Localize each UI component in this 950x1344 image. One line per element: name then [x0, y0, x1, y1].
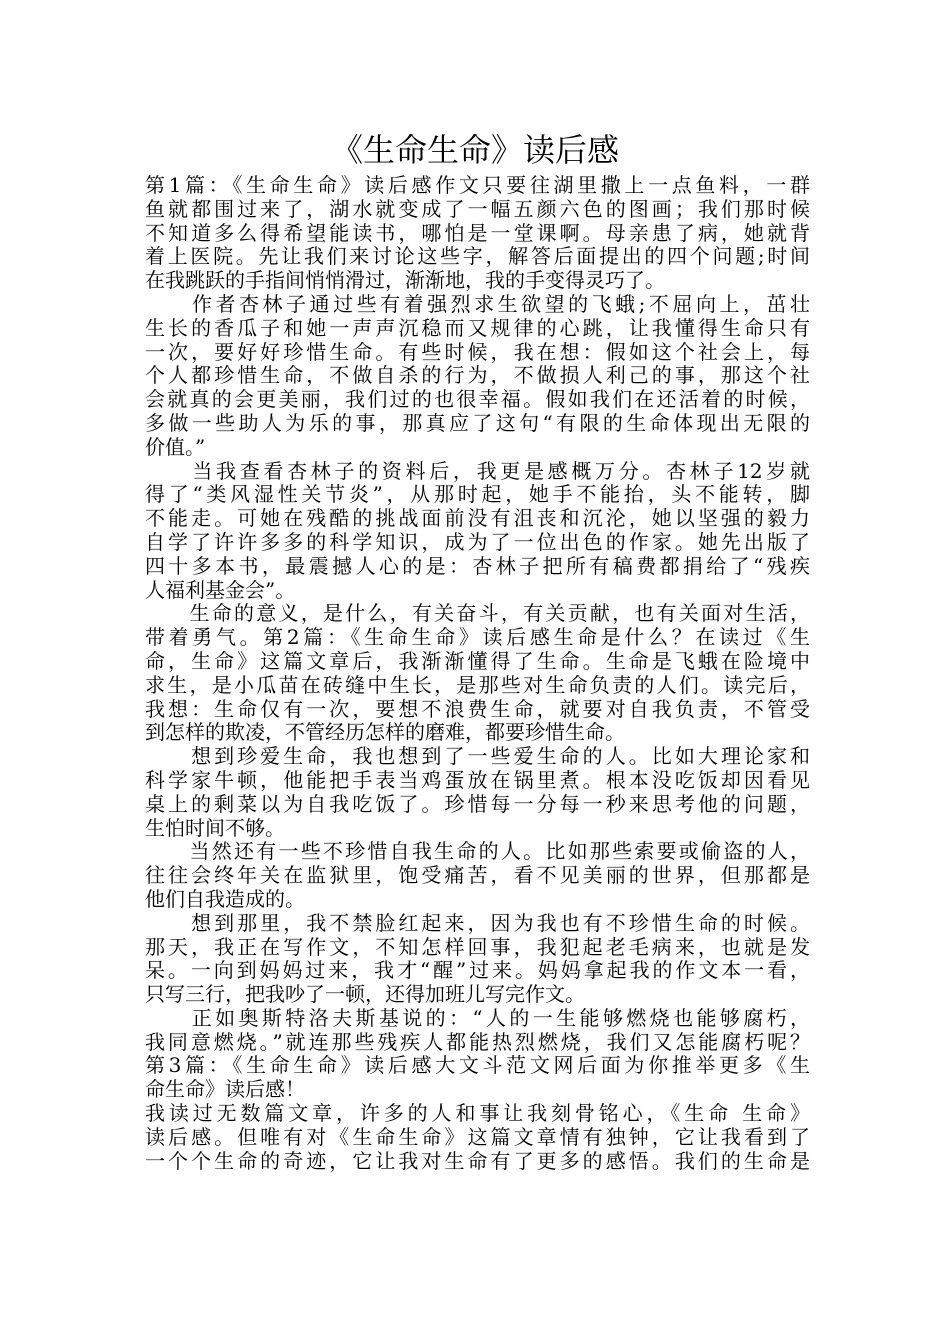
text-line: 作者杏林子通过些有着强烈求生欲望的飞蛾;不屈向上，茁壮 [145, 291, 810, 316]
text-line: 那天，我正在写作文，不知怎样回事，我犯起老毛病来，也就是发 [145, 934, 810, 959]
document-body [145, 174, 810, 1173]
text-line: 一次，要好好珍惜生命。有些时候，我在想：假如这个社会上，每 [145, 339, 810, 364]
text-line: 第3篇：《生命生命》读后感大文斗范文网后面为你推举更多《生 [145, 1053, 810, 1078]
text-line: 自学了许许多多的科学知识，成为了一位出色的作家。她先出版了 [145, 529, 810, 554]
text-line: 生怕时间不够。 [145, 815, 285, 840]
text-line: 当我查看杏林子的资料后，我更是感概万分。杏林子12岁就 [145, 458, 810, 483]
text-line: 命生命》读后感！ [145, 1077, 305, 1102]
text-line: 往往会终年关在监狱里，饱受痛苦，看不见美丽的世界，但那都是 [145, 863, 810, 888]
text-line: 当然还有一些不珍惜自我生命的人。比如那些索要或偷盗的人， [145, 839, 810, 864]
text-line: 在我跳跃的手指间悄悄滑过，渐渐地，我的手变得灵巧了。 [145, 268, 665, 293]
text-line: 到怎样的欺凌，不管经历怎样的磨难，都要珍惜生命。 [145, 720, 625, 745]
text-line: 生命的意义，是什么，有关奋斗，有关贡献，也有关面对生活， [145, 601, 810, 626]
text-line: 个人都珍惜生命，不做自杀的行为，不做损人利己的事，那这个社 [145, 363, 810, 388]
text-line: 生长的香瓜子和她一声声沉稳而又规律的心跳，让我懂得生命只有 [145, 315, 810, 340]
text-line: 我读过无数篇文章，许多的人和事让我刻骨铭心，《生命 生命》 [145, 1101, 810, 1126]
text-line: 想到那里，我不禁脸红起来，因为我也有不珍惜生命的时候。 [145, 910, 810, 935]
text-line: 第1篇：《生命生命》读后感作文只要往湖里撒上一点鱼料，一群 [145, 173, 810, 197]
text-line: 命，生命》这篇文章后，我渐渐懂得了生命。生命是飞蛾在险境中 [145, 648, 810, 673]
document-title: 《生命生命》读后感 [330, 131, 619, 169]
text-line: 人福利基金会”。 [145, 577, 296, 602]
text-line: 价值。” [145, 434, 206, 459]
text-line: 我想：生命仅有一次，要想不浪费生命，就要对自我负责，不管受 [145, 696, 810, 721]
text-line: 求生，是小瓜苗在砖缝中生长，是那些对生命负责的人们。读完后， [145, 672, 810, 697]
text-line: 想到珍爱生命，我也想到了一些爱生命的人。比如大理论家和 [145, 744, 810, 769]
text-line: 一个个生命的奇迹，它让我对生命有了更多的感悟。我们的生命是 [145, 1148, 810, 1173]
text-line: 桌上的剩菜以为自我吃饭了。珍惜每一分每一秒来思考他的问题， [145, 791, 810, 816]
text-line: 不知道多么得希望能读书，哪怕是一堂课啊。母亲患了病，她就背 [145, 220, 810, 245]
text-line: 不能走。可她在残酷的挑战面前没有沮丧和沉沦，她以坚强的毅力 [145, 506, 810, 531]
text-line: 科学家牛顿，他能把手表当鸡蛋放在锅里煮。根本没吃饭却因看见 [145, 767, 810, 792]
text-line: 他们自我造成的。 [145, 886, 305, 911]
text-line: 会就真的会更美丽，我们过的也很幸福。假如我们在还活着的时候， [145, 387, 810, 412]
text-line: 只写三行，把我吵了一顿，还得加班儿写完作文。 [145, 982, 585, 1007]
text-line: 四十多本书，最震撼人心的是：杏林子把所有稿费都捐给了“残疾 [145, 553, 810, 578]
text-line: 多做一些助人为乐的事，那真应了这句“有限的生命体现出无限的 [145, 410, 810, 435]
text-line: 得了“类风湿性关节炎”，从那时起，她手不能抬，头不能转，脚 [145, 482, 810, 507]
text-line: 我同意燃烧。”就连那些残疾人都能热烈燃烧，我们又怎能腐朽呢？ [145, 1029, 810, 1054]
text-line: 带着勇气。第2篇：《生命生命》读后感生命是什么？在读过《生 [145, 625, 810, 650]
text-line: 着上医院。先让我们来讨论这些字，解答后面提出的四个问题;时间 [145, 244, 810, 269]
text-line: 正如奥斯特洛夫斯基说的：“人的一生能够燃烧也能够腐朽， [145, 1005, 810, 1030]
text-line: 鱼就都围过来了，湖水就变成了一幅五颜六色的图画；我们那时候 [145, 196, 810, 221]
text-line: 读后感。但唯有对《生命生命》这篇文章情有独钟，它让我看到了 [145, 1124, 810, 1149]
text-line: 呆。一向到妈妈过来，我才“醒”过来。妈妈拿起我的作文本一看， [145, 958, 810, 983]
